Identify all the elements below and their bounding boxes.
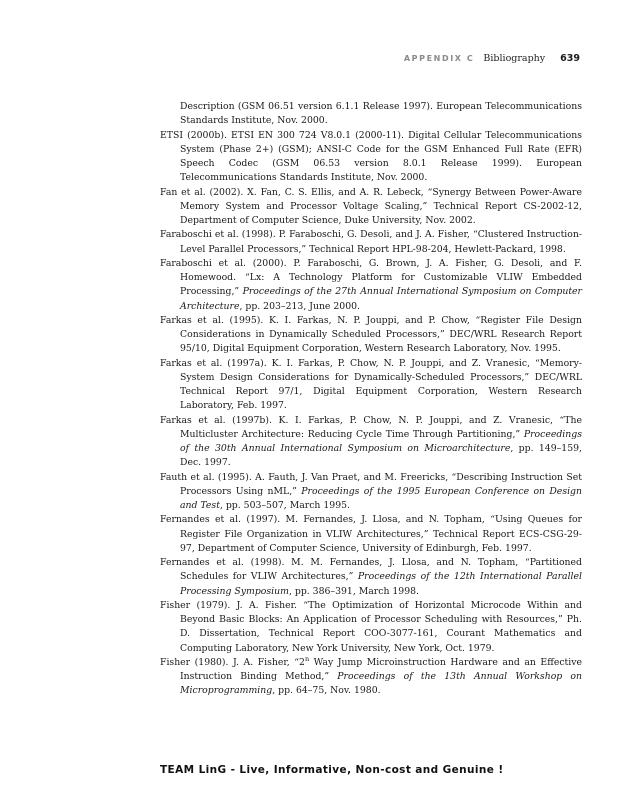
footer-watermark: TEAM LinG - Live, Informative, Non-cost and Genuine ! (160, 764, 504, 776)
bibliography-entry (160, 314, 582, 357)
entry-text: , pp. 64–75, Nov. 1980. (272, 685, 381, 697)
entry-text: Farkas et al. (1997b). K. I. Farkas, P. Chow, N. P. Jouppi, and Z. Vranesic, “The Multicluster Architecture: Reducing Cycle Time Through Partitioning,” (160, 414, 582, 440)
entry-text: Fernandes et al. (1997). M. Fernandes, J. Llosa, and N. Topham, “Using Queues for Register File Organization in VLIW Architectures,” Technical Report ECS-CSG-29-97, Department of Computer Science, University of Edinburgh, Feb. 1997. (160, 514, 582, 554)
entry-text: Farkas et al. (1997a). K. I. Farkas, P. Chow, N. P. Jouppi, and Z. Vranesic, “Memory-System Design Considerations for Dynamically-Scheduled Processors,” DEC/WRL Technical Report 97/1, Digital Equipment Corporation, Western Research Laboratory, Feb. 1997. (160, 357, 582, 412)
entry-text: Faraboschi et al. (1998). P. Faraboschi, G. Desoli, and J. A. Fisher, “Clustered Instruction-Level Parallel Processors,” Technical Report HPL-98-204, Hewlett-Packard, 1998. (160, 229, 582, 255)
page-number: 639 (560, 53, 580, 64)
bibliography-entry (160, 228, 582, 257)
bibliography-list (160, 100, 582, 699)
entry-text: Fisher (1980). J. A. Fisher, “2 (160, 656, 305, 668)
bibliography-entry (160, 100, 582, 129)
bibliography-entry (160, 556, 582, 599)
bibliography-entry (160, 599, 582, 656)
entry-text: Fan et al. (2002). X. Fan, C. S. Ellis, and A. R. Lebeck, “Synergy Between Power-Aware Memory System and Processor Voltage Scaling,” Technical Report CS-2002-12, Department of Computer Science, Duke University, Nov. 2002. (160, 186, 582, 226)
entry-text: Faraboschi et al. (2000). P. Faraboschi, G. Brown, J. A. Fisher, G. Desoli, and F. Homewood. “Lx: A Technology Platform for Customizable VLIW Embedded Processing,” (160, 257, 582, 298)
entry-text: Farkas et al. (1995). K. I. Farkas, N. P. Jouppi, and P. Chow, “Register File Design Considerations in Dynamically Scheduled Processors,” DEC/WRL Research Report 95/10, Digital Equipment Corporation, Western Research Laboratory, Nov. 1995. (160, 314, 582, 355)
entry-text: , pp. 503–507, March 1995. (219, 500, 350, 511)
section-title: Bibliography (483, 53, 546, 64)
bibliography-entry (160, 471, 582, 514)
bibliography-entry (160, 186, 582, 229)
entry-text: Way Jump Microinstruction Hardware and an Effective Instruction Binding Method,” (180, 656, 582, 682)
entry-text: Fauth et al. (1995). A. Fauth, J. Van Praet, and M. Freericks, “Describing Instruction Set Processors Using nML,” (160, 471, 582, 497)
bibliography-entry (160, 414, 582, 471)
bibliography-entry (160, 257, 582, 314)
entry-text: Description (GSM 06.51 version 6.1.1 Release 1997). European Telecommunications Standards Institute, Nov. 2000. (180, 101, 582, 127)
entry-text: , pp. 386–391, March 1998. (288, 585, 419, 597)
entry-text: Fisher (1979). J. A. Fisher. “The Optimization of Horizontal Microcode Within and Beyond Basic Blocks: An Application of Processor Scheduling with Resources,” Ph. D. Dissertation, Technical Report COO-3077-161, Courant Mathematics and Computing Laboratory, New York University, New York, Oct. 1979. (160, 599, 582, 654)
bibliography-entry (160, 357, 582, 414)
bibliography-entry (160, 513, 582, 556)
entry-venue: Proceedings of the 27th Annual International Symposium on Computer Architecture (180, 286, 583, 312)
bibliography-entry (160, 656, 582, 699)
entry-text: Fernandes et al. (1998). M. M. Fernandes, J. Llosa, and N. Topham, “Partitioned Schedules for VLIW Architectures,” (160, 557, 582, 583)
entry-text: , pp. 203–213, June 2000. (239, 300, 360, 312)
entry-venue: Proceedings of the 12th International Parallel Processing Symposium (180, 571, 582, 597)
superscript: n (304, 654, 310, 663)
entry-text: ETSI (2000b). ETSI EN 300 724 V8.0.1 (2000-11). Digital Cellular Telecommunications System (Phase 2+) (GSM); ANSI-C Code for the GSM Enhanced Full Rate (EFR) Speech Codec (GSM 06.53 version 8.0.1 Release 1999). European Telecommunications Standards Institute, Nov. 2000. (160, 129, 582, 184)
entry-venue: Proceedings of the 13th Annual Workshop on Microprogramming (180, 671, 583, 697)
running-header (404, 53, 580, 64)
appendix-label: APPENDIX C (403, 54, 475, 63)
entry-text: , pp. 149–159, Dec. 1997. (180, 443, 582, 469)
bibliography-entry (160, 129, 582, 186)
entry-venue: Proceedings of the 1995 European Conference on Design and Test (180, 485, 582, 511)
entry-venue: Proceedings of the 30th Annual International Symposium on Microarchitecture (180, 428, 582, 454)
